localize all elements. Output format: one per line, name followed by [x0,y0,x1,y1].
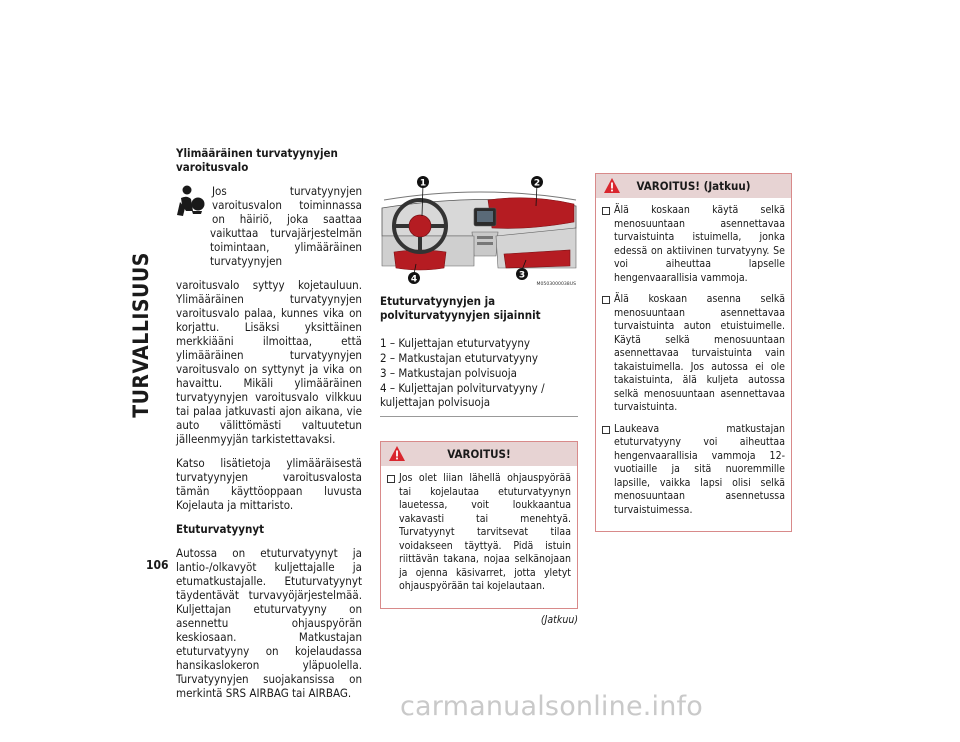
warning-body [381,466,577,608]
continued-label: (Jatkuu) [540,613,578,626]
column-middle [380,170,578,627]
paragraph-front-airbags: Autossa on etuturvatyynyt ja lantio-/olkavyöt kuljettajalle ja etumatkustajalle. Etuturvatyynyt täydentävät turvavyöjärjestelmää. Kuljettajan etuturvatyyny on asennettu ohjauspyörän keskiosaan. Matkustajan etuturvatyyny on kojelaudassa hansikaslokeron yläpuolella. Turvatyynyjen suojakansissa on merkintä SRS AIRBAG tai AIRBAG. [176,546,362,700]
warning-item-text: Jos olet liian lähellä ohjauspyörää tai kojelautaa etuturvatyynyn lauetessa, voit loukkaantua vakavasti tai menehtyä. Turvatyynyt tarvitsevat tilaa voidakseen täyttyä. Pidä istuin riittävän takana, nojaa selkänojaan ja ojenna käsivarret, jotta yletyt ohjauspyörään tai kojelautaan. [399,472,571,592]
bullet-box-icon [387,475,395,483]
callout-4: 4 [410,274,418,285]
section-title-text: TURVALLISUUS [129,252,153,418]
figure-legend [380,336,578,417]
bullet-box-icon [602,426,610,434]
warning-box [380,441,578,609]
warning-box-continued [595,173,792,532]
legend-item: 2 – Matkustajan etuturvatyyny [380,351,538,365]
warning-body [596,198,791,531]
airbag-warning-icon [176,184,206,220]
bullet-box-icon [602,207,610,215]
legend-item: 4 – Kuljettajan polviturvatyyny / kuljettajan polvisuoja [380,381,545,409]
bullet-box-icon [602,296,610,304]
page-number: 106 [146,558,169,572]
warning-title: VAROITUS! (Jatkuu) [636,179,751,193]
heading-warning-light: Ylimääräinen turvatyynyjen varoitusvalo [176,146,338,174]
paragraph-see-more: Katso lisätietoja ylimääräisestä turvatyynyjen varoitusvalosta tämän käyttöoppaan luvusta Kojelauta ja mittaristo. [176,456,362,512]
intro-rest-text: varoitusvalo syttyy kojetauluun. Ylimääräinen turvatyynyjen varoitusvalo palaa, kunnes vika on korjattu. Lisäksi yksittäinen merkkiääni ilmoittaa, että ylimääräinen turvatyynyjen varoitusvalo on syttynyt ja vika on havaittu. Mikäli ylimääräinen turvatyynyjen varoitusvalo vilkkuu tai palaa jatkuvasti ajon aikana, vie auto välittömästi valtuutetun jälleenmyyjän tarkistettavaksi. [176,278,362,446]
figure-caption: Etuturvatyynyjen ja polviturvatyynyjen sijainnit [380,294,541,322]
warning-item [602,204,785,285]
section-title [128,170,154,500]
warning-item-text: Laukeava matkustajan etuturvatyyny voi aiheuttaa hengenvaarallisia vammoja 12-vuotiaille ja sitä nuoremmille lapsille, vaikka lapsi olisi selkä menosuuntaan asennetussa turvaistuimessa. [614,422,785,516]
warning-item [602,423,785,518]
warning-triangle-icon [389,446,405,461]
callout-3: 3 [518,270,526,281]
column-left [176,146,362,710]
legend-item: 1 – Kuljettajan etuturvatyyny [380,336,530,350]
column-right [595,173,792,532]
callout-2: 2 [533,178,541,189]
callout-1: 1 [419,178,427,189]
intro-block [176,184,362,446]
watermark: carmanualsonline.info [400,691,703,722]
legend-item: 3 – Matkustajan polvisuoja [380,366,517,380]
warning-item-text: Älä koskaan käytä selkä menosuuntaan asennettavaa turvaistuinta istuimella, jonka edessä on aktiivinen turvatyyny. Se voi aiheuttaa lapselle hengenvaarallisia vammoja. [614,204,785,284]
warning-header [596,174,791,198]
heading-front-airbags: Etuturvatyynyt [176,522,265,536]
intro-indented-text: Jos turvatyynyjen varoitusvalon toiminnassa on häiriö, joka saattaa vaikuttaa turvajärjestelmän toimintaan, ylimääräinen turvatyynyjen [210,184,362,268]
warning-item [602,293,785,415]
dashboard-airbag-figure [380,170,578,288]
warning-triangle-icon [604,178,620,193]
warning-title: VAROITUS! [447,447,511,461]
figure-code: M0503000038US [536,282,576,287]
warning-header [381,442,577,466]
warning-item-text: Älä koskaan asenna selkä menosuuntaan asennettavaa turvaistuinta auton etuistuimelle. Käytä selkä menosuuntaan asennettavaa turvaistuinta vain takaistuimella. Jos autossa ei ole takaistuinta, älä kuljeta autossa selkä menosuuntaan asennettavaa turvaistuinta. [614,293,785,413]
warning-item [387,472,571,594]
